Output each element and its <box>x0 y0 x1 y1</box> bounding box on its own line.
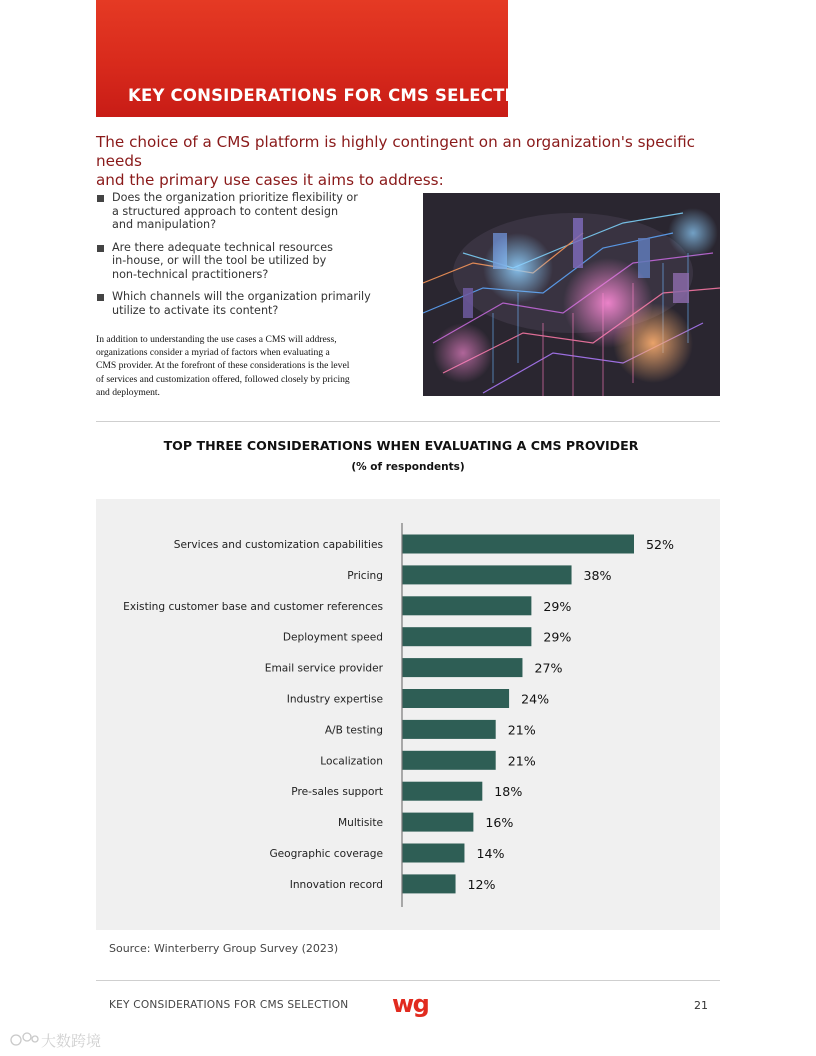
bar <box>402 596 531 615</box>
value-label: 21% <box>507 722 536 738</box>
bar <box>402 689 509 708</box>
intro-line: and the primary use cases it aims to address: <box>96 171 444 189</box>
question-line: non-technical practitioners? <box>112 267 269 281</box>
page-title: KEY CONSIDERATIONS FOR CMS SELECTION <box>128 86 540 105</box>
category-label: Innovation record <box>289 878 383 891</box>
list-item <box>96 290 396 317</box>
category-label: Pre-sales support <box>291 786 383 799</box>
value-label: 29% <box>543 629 572 645</box>
body-line: In addition to understanding the use cases a CMS will address, <box>96 334 337 345</box>
intro-line: The choice of a CMS platform is highly contingent on an organization's specific needs <box>96 133 696 170</box>
bar <box>402 535 634 554</box>
wg-logo: wg <box>392 990 429 1018</box>
abstract-circuit-image <box>423 193 720 396</box>
bar <box>402 720 496 739</box>
chart-subtitle: (% of respondents) <box>351 461 465 473</box>
bar <box>402 565 572 584</box>
value-label: 21% <box>507 753 536 769</box>
question-line: a structured approach to content design <box>112 204 339 218</box>
body-paragraph <box>96 333 401 399</box>
source-note: Source: Winterberry Group Survey (2023) <box>109 942 339 955</box>
footer-section-title: KEY CONSIDERATIONS FOR CMS SELECTION <box>109 999 349 1011</box>
bar <box>402 782 482 801</box>
category-label: Services and customization capabilities <box>173 539 383 551</box>
body-line: CMS provider. At the forefront of these considerations is the level <box>96 360 350 372</box>
page-number: 21 <box>694 999 708 1012</box>
value-label: 52% <box>646 537 674 552</box>
value-label: 27% <box>534 660 563 676</box>
bar-chart <box>96 499 720 930</box>
body-line: of services and customization offered, followed closely by pricing <box>96 373 350 385</box>
square-bullet-icon <box>97 195 104 202</box>
bar <box>402 751 496 770</box>
square-bullet-icon <box>97 294 104 301</box>
question-line: in-house, or will the tool be utilized by <box>112 254 327 267</box>
question-line: Does the organization prioritize flexibility or <box>112 191 358 204</box>
body-line: organizations consider a myriad of factors when evaluating a <box>96 347 330 359</box>
value-label: 16% <box>485 815 514 831</box>
bar <box>402 813 473 832</box>
category-label: Deployment speed <box>282 631 383 644</box>
value-label: 29% <box>543 598 572 614</box>
watermark-logo-icon <box>11 1033 38 1045</box>
value-label: 18% <box>494 784 523 800</box>
question-line: and manipulation? <box>112 218 217 231</box>
watermark <box>8 1029 112 1051</box>
intro-text <box>96 133 721 190</box>
bar <box>402 658 522 677</box>
category-label: Industry expertise <box>286 693 383 706</box>
category-label: Geographic coverage <box>269 848 383 860</box>
bar <box>402 844 464 863</box>
value-label: 12% <box>467 876 496 892</box>
chart-panel <box>96 499 720 930</box>
list-item <box>96 191 396 232</box>
square-bullet-icon <box>97 245 104 252</box>
question-list <box>96 191 396 326</box>
question-line: Are there adequate technical resources <box>112 240 333 254</box>
watermark-text: 大数跨境 <box>41 1032 102 1050</box>
bar <box>402 627 531 646</box>
divider <box>96 980 720 981</box>
category-label: Multisite <box>337 817 383 830</box>
value-label: 14% <box>476 846 505 861</box>
body-line: and deployment. <box>96 386 160 398</box>
question-line: utilize to activate its content? <box>112 303 279 317</box>
chart-title: TOP THREE CONSIDERATIONS WHEN EVALUATING A CMS PROVIDER <box>163 438 639 453</box>
category-label: Email service provider <box>264 662 383 675</box>
category-label: Pricing <box>347 569 383 582</box>
value-label: 38% <box>583 567 612 583</box>
question-line: Which channels will the organization primarily <box>112 290 371 303</box>
category-label: Existing customer base and customer references <box>123 600 383 613</box>
list-item <box>96 241 396 282</box>
category-label: A/B testing <box>324 724 383 737</box>
divider <box>96 421 720 422</box>
value-label: 24% <box>521 691 550 707</box>
category-label: Localization <box>320 755 383 768</box>
bar <box>402 874 456 893</box>
